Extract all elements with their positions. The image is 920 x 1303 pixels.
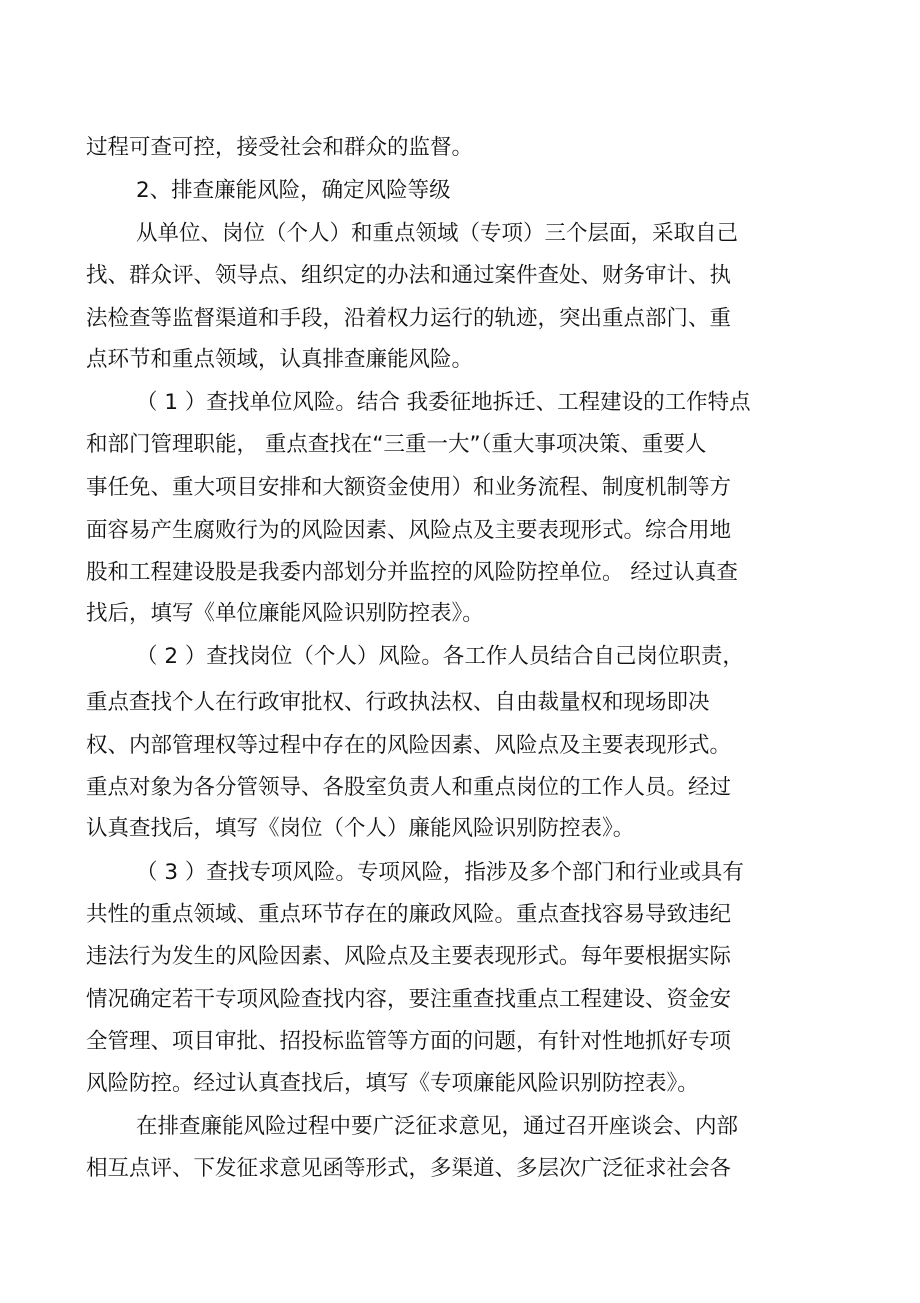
text-line: 找后，填写《单位廉能风险识别防控表》。 — [86, 601, 484, 626]
text-line: 违法行为发生的风险因素、风险点及主要表现形式。每年要根据实际 — [86, 944, 732, 969]
text-line: 点环节和重点领域，认真排查廉能风险。 — [86, 347, 474, 372]
text-line: 权、内部管理权等过程中存在的风险因素、风险点及主要表现形式。 — [86, 733, 732, 758]
text-line: （ 2 ）查找岗位（个人）风险。各工作人员结合自己岗位职责， — [136, 644, 744, 669]
text-line: 认真查找后，填写《岗位（个人）廉能风险识别防控表》。 — [86, 816, 635, 841]
text-line: 在排查廉能风险过程中要广泛征求意见，通过召开座谈会、内部 — [136, 1114, 739, 1139]
text-line: 重点查找个人在行政审批权、行政执法权、自由裁量权和现场即决 — [86, 690, 710, 715]
text-line: 和部门管理职能， 重点查找在“三重一大”（重大事项决策、重要人 — [86, 432, 707, 457]
text-line: 股和工程建设股是我委内部划分并监控的风险防控单位。 经过认真查 — [86, 560, 738, 585]
text-line: 相互点评、下发征求意见函等形式，多渠道、多层次广泛征求社会各 — [86, 1156, 732, 1181]
text-line: 情况确定若干专项风险查找内容，要注重查找重点工程建设、资金安 — [86, 987, 732, 1012]
text-line: 事任免、重大项目安排和大额资金使用）和业务流程、制度机制等方 — [86, 475, 732, 500]
text-line: 法检查等监督渠道和手段，沿着权力运行的轨迹，突出重点部门、重 — [86, 306, 732, 331]
text-line: 共性的重点领域、重点环节存在的廉政风险。重点查找容易导致违纪 — [86, 902, 732, 927]
text-line: （ 1 ）查找单位风险。结合 我委征地拆迁、工程建设的工作特点 — [136, 390, 751, 415]
text-line: 重点对象为各分管领导、各股室负责人和重点岗位的工作人员。经过 — [86, 775, 732, 800]
text-line: 找、群众评、领导点、组织定的办法和通过案件查处、财务审计、执 — [86, 263, 732, 288]
text-line: 从单位、岗位（个人）和重点领域（专项）三个层面，采取自己 — [136, 221, 739, 246]
text-line: 全管理、项目审批、招投标监管等方面的问题，有针对性地抓好专项 — [86, 1029, 732, 1054]
section-heading: 2、排查廉能风险，确定风险等级 — [136, 178, 451, 203]
text-line: 风险防控。经过认真查找后，填写《专项廉能风险识别防控表》。 — [86, 1071, 699, 1096]
text-line: 面容易产生腐败行为的风险因素、风险点及主要表现形式。综合用地 — [86, 518, 732, 543]
text-line: 过程可查可控，接受社会和群众的监督。 — [86, 135, 474, 160]
text-line: （ 3 ）查找专项风险。专项风险，指涉及多个部门和行业或具有 — [136, 860, 744, 885]
